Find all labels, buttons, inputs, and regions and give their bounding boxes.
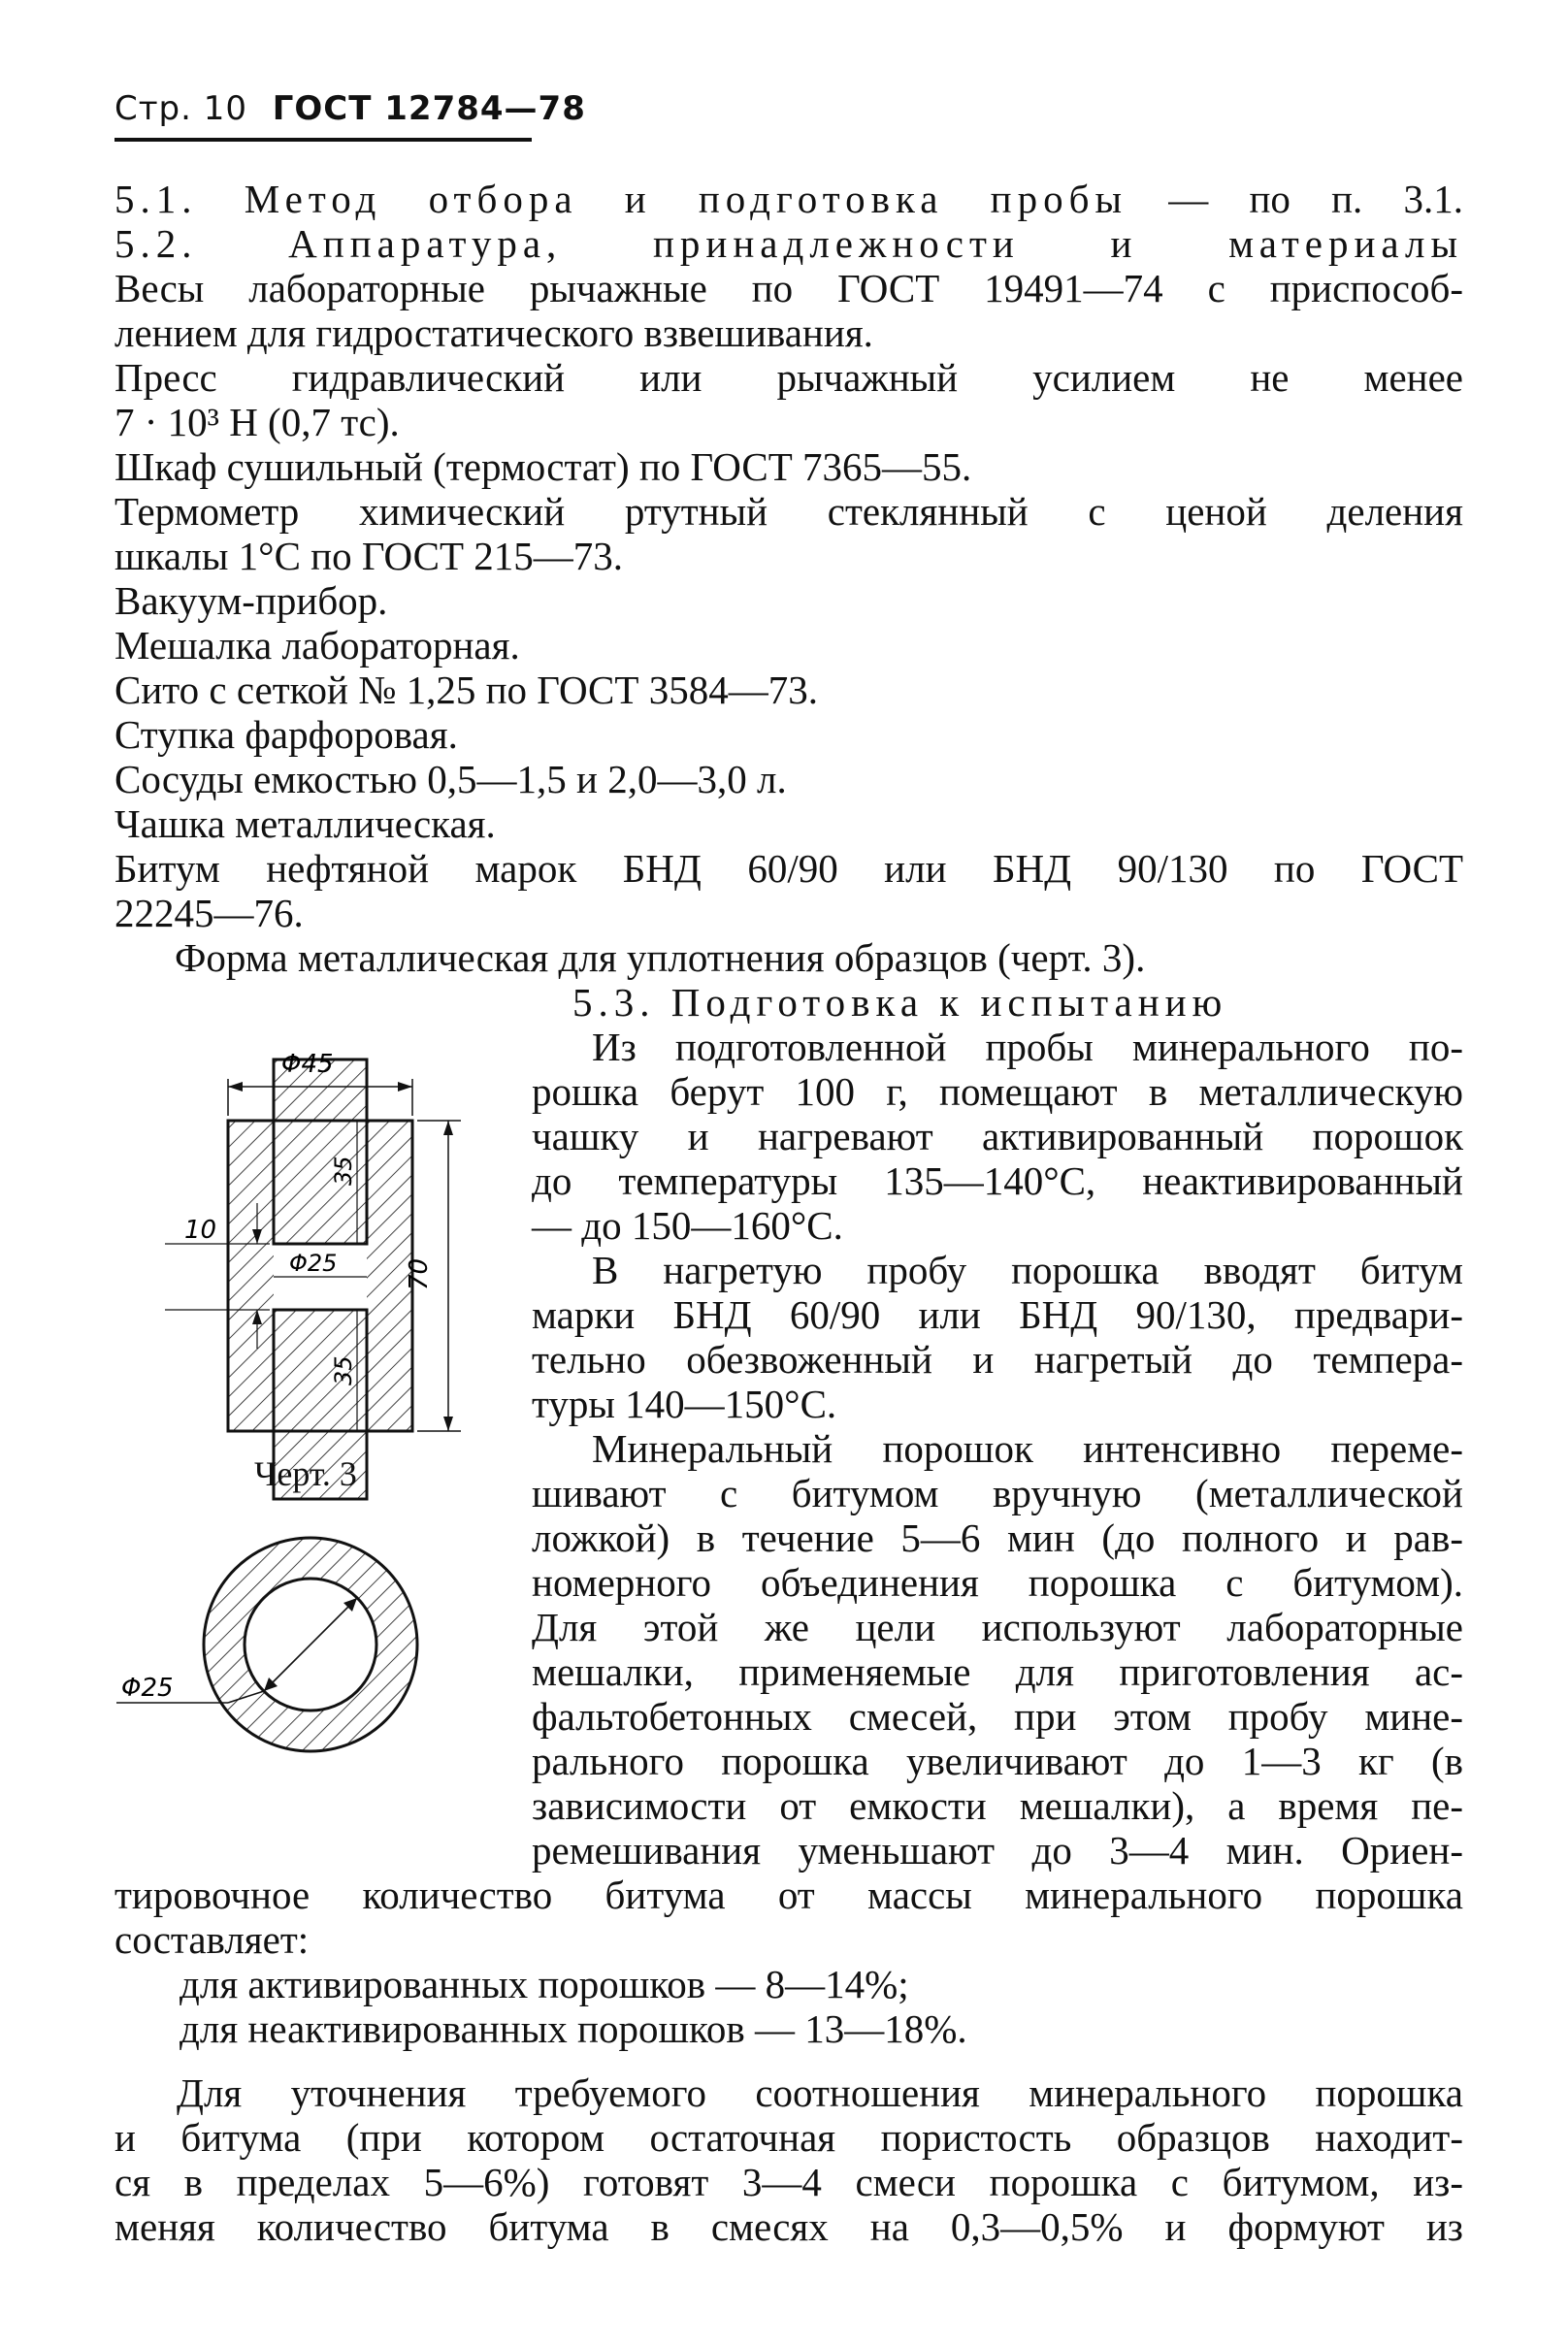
dim-plunger-top: 35 [330,1156,357,1186]
text-line: туры 140—150°С. [532,1382,837,1426]
text-line: для неактивированных порошков — 13—18%. [180,2006,967,2051]
text-line: 22245—76. [114,891,304,935]
dim-outer-diameter: Φ45 [281,1050,334,1079]
text-line: шивают с битумом вручную (металлической [532,1471,1463,1515]
text-line: ремешивания уменьшают до 3—4 мин. Ориен- [532,1828,1463,1873]
section-5-1 [114,177,1463,221]
text-line: Для этой же цели используют лабораторные [532,1605,1463,1649]
text-line: марки БНД 60/90 или БНД 90/130, предвари- [532,1292,1463,1337]
text-line: Сито с сеткой № 1,25 по ГОСТ 3584—73. [114,668,818,712]
text-line: рошка берут 100 г, помещают в металлическую [532,1069,1463,1114]
text-line: мешалки, применяемые для приготовления ас- [532,1649,1463,1694]
text-line: фальтобетонных смесей, при этом пробу мине- [532,1694,1463,1739]
text-line: Форма металлическая для уплотнения образцов (черт. 3). [175,935,1146,980]
text-line: Чашка металлическая. [114,801,496,846]
text-line: зависимости от емкости мешалки), а время пе- [532,1783,1463,1828]
text-line: ложкой) в течение 5—6 мин (до полного и рав- [532,1515,1463,1560]
text-line: Ступка фарфоровая. [114,712,458,757]
text-line: меняя количество битума в смесях на 0,3—0,5% и формуют из [114,2204,1463,2249]
text-line: Сосуды емкостью 0,5—1,5 и 2,0—3,0 л. [114,757,787,801]
text-line: Вакуум-прибор. [114,578,388,623]
mould-section-drawing [107,1019,650,1523]
dim-height-total: 70 [405,1257,434,1290]
text-line: составляет: [114,1917,310,1962]
text-line: тировочное количество битума от массы минерального порошка [114,1873,1463,1917]
text-line: Термометр химический ртутный стеклянный с ценой деления [114,489,1463,534]
text-line: тельно обезвоженный и нагретый до темпера- [532,1337,1463,1382]
section-5-2-title: 5.2. Аппаратура, принадлежности и материалы [114,221,1463,266]
section-5-1-title: 5.1. Метод отбора и подготовка пробы [114,177,1128,221]
text-line: В нагретую пробу порошка вводят битум [592,1248,1463,1292]
text-line: и битума (при котором остаточная пористость образцов находит- [114,2115,1463,2160]
text-line: чашку и нагревают активированный порошок [532,1114,1463,1158]
text-line: Битум нефтяной марок БНД 60/90 или БНД 90/130 по ГОСТ [114,846,1463,891]
text-line: лением для гидростатического взвешивания. [114,310,873,355]
text-line: Шкаф сушильный (термостат) по ГОСТ 7365—55. [114,444,972,489]
text-line: до температуры 135—140°С, неактивированный [532,1158,1463,1203]
text-line: рального порошка увеличивают до 1—3 кг (в [532,1739,1463,1783]
text-line: Минеральный порошок интенсивно переме- [592,1426,1463,1471]
text-line: для активированных порошков — 8—14%; [180,1962,909,2006]
section-5-3-title: 5.3. Подготовка к испытанию [572,980,1228,1025]
text-line: Для уточнения требуемого соотношения минерального порошка [177,2070,1463,2115]
page-number: Стр. 10 [114,89,248,128]
text-line: 7 · 10³ Н (0,7 тс). [114,400,400,444]
text-line: Мешалка лабораторная. [114,623,520,668]
dim-gap: 10 [184,1216,217,1245]
text-line: Пресс гидравлический или рычажный усилием не менее [114,355,1463,400]
standard-id: ГОСТ 12784—78 [272,89,586,128]
mould-plan-drawing [97,1514,543,1805]
text-line: шкалы 1°С по ГОСТ 215—73. [114,534,624,578]
text-line: Из подготовленной пробы минерального по- [592,1025,1463,1069]
text-line: номерного объединения порошка с битумом). [532,1560,1463,1605]
text-line: — до 150—160°С. [532,1203,843,1248]
dim-inner-diameter: Φ25 [289,1250,338,1277]
text-line: ся в пределах 5—6%) готовят 3—4 смеси порошка с битумом, из- [114,2160,1463,2204]
page-header [114,89,586,142]
dim-plunger-bottom: 35 [330,1355,357,1385]
text-line: Весы лабораторные рычажные по ГОСТ 19491—74 с приспособ- [114,266,1463,310]
section-5-1-ref: — по п. 3.1. [1168,177,1463,221]
figure-caption: Черт. 3 [254,1454,357,1493]
dim-ring-diameter: Φ25 [121,1674,174,1703]
